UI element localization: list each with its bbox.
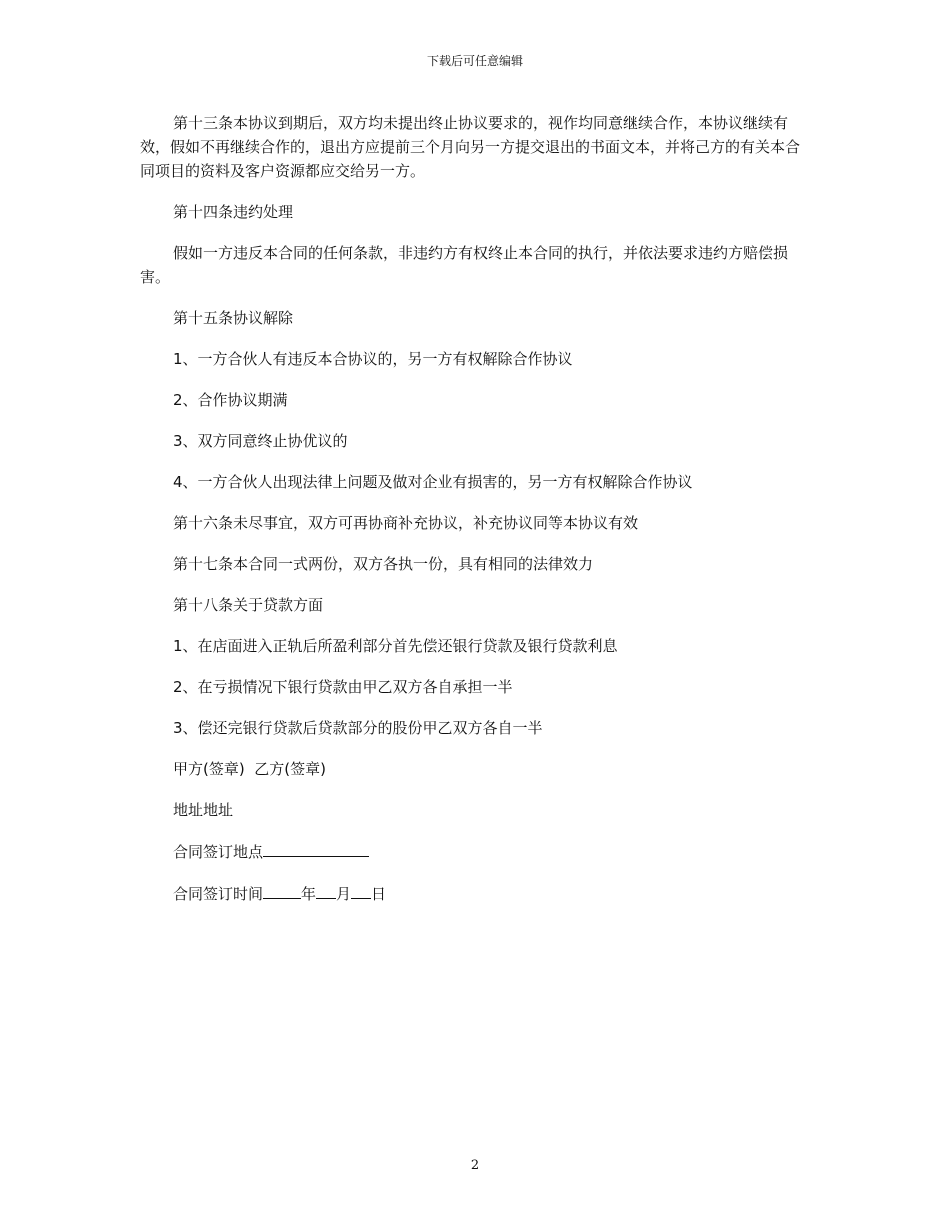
clause-15-item-3: 3、双方同意终止协优议的 bbox=[173, 432, 348, 450]
month-label: 月 bbox=[336, 885, 352, 903]
year-label: 年 bbox=[301, 885, 317, 903]
day-label: 日 bbox=[371, 885, 387, 903]
sign-time-label: 合同签订时间 bbox=[173, 885, 264, 903]
month-blank bbox=[316, 881, 336, 899]
clause-18-item-3: 3、偿还完银行贷款后贷款部分的股份甲乙双方各自一半 bbox=[173, 719, 543, 737]
document-body bbox=[140, 111, 810, 923]
clause-15-item-2: 2、合作协议期满 bbox=[173, 391, 288, 409]
clause-14-body: 假如一方违反本合同的任何条款，非违约方有权终止本合同的执行，并依法要求违约方赔偿损害。 bbox=[140, 244, 789, 286]
clause-18-item-2: 2、在亏损情况下银行贷款由甲乙双方各自承担一半 bbox=[173, 678, 513, 696]
sign-place-line bbox=[140, 839, 810, 864]
sign-time-line bbox=[140, 881, 810, 906]
day-blank bbox=[351, 881, 371, 899]
page-header: 下载后可任意编辑 bbox=[426, 54, 523, 68]
clause-16: 第十六条未尽事宜，双方可再协商补充协议，补充协议同等本协议有效 bbox=[173, 514, 639, 532]
address-line: 地址地址 bbox=[173, 801, 234, 819]
sign-place-blank bbox=[263, 839, 369, 857]
page-number: 2 bbox=[470, 1158, 480, 1173]
clause-15-item-1: 1、一方合伙人有违反本合协议的，另一方有权解除合作协议 bbox=[173, 350, 573, 368]
clause-13: 第十三条本协议到期后，双方均未提出终止协议要求的，视作均同意继续合作，本协议继续有效，假如不再继续合作的，退出方应提前三个月向另一方提交退出的书面文本，并将己方的有关本合同项目的资料及客户资源都应交给另一方。 bbox=[140, 114, 801, 180]
clause-15-item-4: 4、一方合伙人出现法律上问题及做对企业有损害的，另一方有权解除合作协议 bbox=[173, 473, 693, 491]
clause-15-title: 第十五条协议解除 bbox=[173, 309, 294, 327]
clause-14-title: 第十四条违约处理 bbox=[173, 203, 294, 221]
sign-place-label: 合同签订地点 bbox=[173, 843, 264, 861]
year-blank bbox=[263, 881, 301, 899]
clause-18-item-1: 1、在店面进入正轨后所盈利部分首先偿还银行贷款及银行贷款利息 bbox=[173, 637, 618, 655]
signature-parties: 甲方(签章) 乙方(签章) bbox=[173, 760, 326, 778]
clause-17: 第十七条本合同一式两份，双方各执一份，具有相同的法律效力 bbox=[173, 555, 594, 573]
clause-18-title: 第十八条关于贷款方面 bbox=[173, 596, 324, 614]
